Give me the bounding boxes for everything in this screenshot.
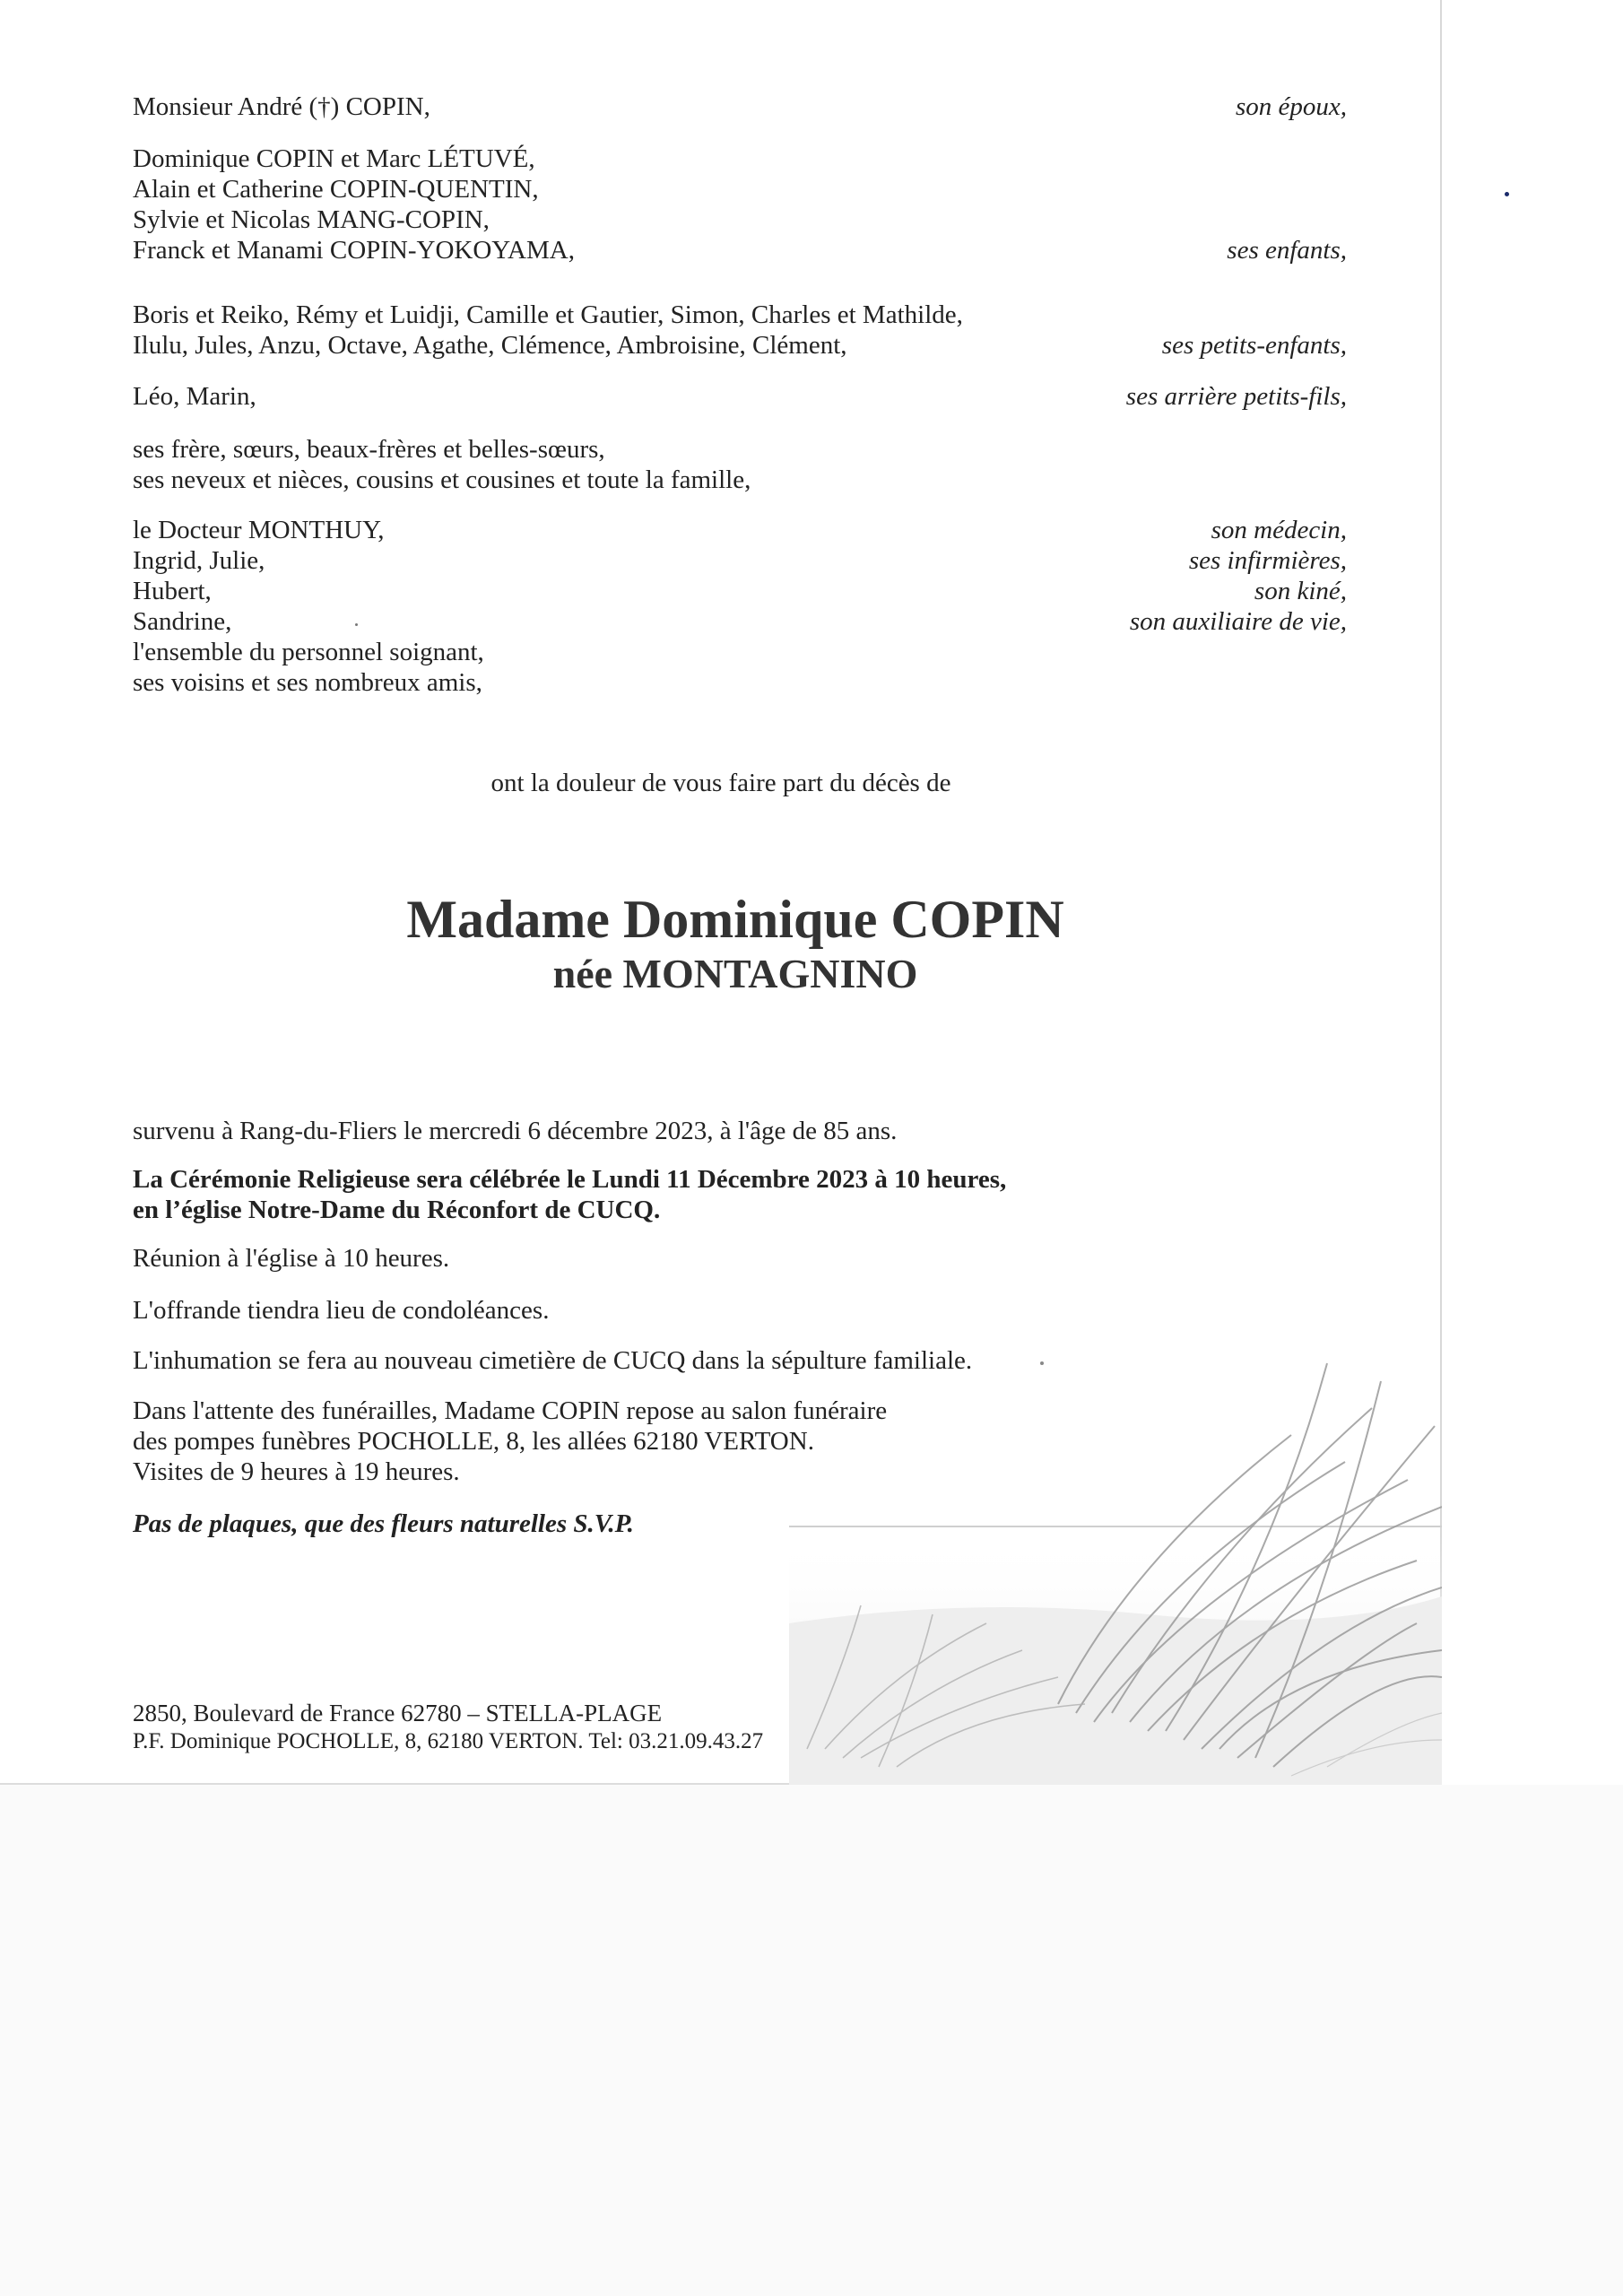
children-role: ses enfants,	[1227, 236, 1347, 265]
scan-speck	[355, 623, 358, 626]
visitation-line: des pompes funèbres POCHOLLE, 8, les allées 62180 VERTON.	[133, 1427, 814, 1456]
spouse-role: son époux,	[1235, 92, 1347, 121]
ceremony-line: en l’église Notre-Dame du Réconfort de CUCQ.	[133, 1196, 661, 1224]
child-line: Dominique COPIN et Marc LÉTUVÉ,	[133, 144, 535, 173]
great-grandchildren-names: Léo, Marin,	[133, 382, 256, 411]
visitation-line: Dans l'attente des funérailles, Madame COPIN repose au salon funéraire	[133, 1396, 888, 1425]
caregiver-name: Hubert,	[133, 577, 212, 605]
burial-details: L'inhumation se fera au nouveau cimetière de CUCQ dans la sépulture familiale.	[133, 1346, 973, 1375]
caregiver-role: son kiné,	[1254, 577, 1347, 605]
caregiver-role: son médecin,	[1211, 516, 1347, 544]
others-line: ses voisins et ses nombreux amis,	[133, 668, 482, 697]
death-details: survenu à Rang-du-Fliers le mercredi 6 décembre 2023, à l'âge de 85 ans.	[133, 1117, 898, 1145]
caregivers-list	[133, 515, 484, 698]
scan-background	[0, 1785, 1623, 2296]
caregiver-role: son auxiliaire de vie,	[1129, 607, 1347, 636]
deceased-name: Madame Dominique COPIN	[406, 890, 1064, 949]
child-line: Franck et Manami COPIN-YOKOYAMA,	[133, 236, 575, 265]
visitation-line: Visites de 9 heures à 19 heures.	[133, 1457, 460, 1486]
announcement-line: ont la douleur de vous faire part du décès de	[490, 769, 951, 797]
footer-address: 2850, Boulevard de France 62780 – STELLA-PLAGE	[133, 1700, 663, 1726]
grandchildren-role: ses petits-enfants,	[1161, 331, 1347, 360]
children-list	[133, 144, 575, 265]
relatives-line: ses neveux et nièces, cousins et cousines et toute la famille,	[133, 465, 751, 494]
deceased-maiden-name: née MONTAGNINO	[552, 951, 918, 996]
grandchildren-line: Boris et Reiko, Rémy et Luidji, Camille et Gautier, Simon, Charles et Mathilde,	[133, 300, 963, 329]
grandchildren-line: Ilulu, Jules, Anzu, Octave, Agathe, Clémence, Ambroisine, Clément,	[133, 331, 847, 360]
flowers-note: Pas de plaques, que des fleurs naturelles S.V.P.	[133, 1509, 634, 1538]
ceremony-details	[133, 1164, 1006, 1225]
caregiver-name: le Docteur MONTHUY,	[133, 516, 385, 544]
footer-funeral-home: P.F. Dominique POCHOLLE, 8, 62180 VERTON. Tel: 03.21.09.43.27	[133, 1729, 764, 1753]
dune-grass-illustration	[789, 1327, 1442, 1785]
meeting-details: Réunion à l'église à 10 heures.	[133, 1244, 450, 1273]
others-line: l'ensemble du personnel soignant,	[133, 638, 484, 666]
caregiver-name: Sandrine,	[133, 607, 232, 636]
scan-speck	[1505, 192, 1509, 196]
scan-speck	[1040, 1361, 1044, 1365]
caregiver-role: ses infirmières,	[1188, 546, 1347, 575]
child-line: Alain et Catherine COPIN-QUENTIN,	[133, 175, 539, 204]
grandchildren-list	[133, 300, 963, 361]
visitation-details	[133, 1396, 887, 1487]
great-grandchildren-role: ses arrière petits-fils,	[1125, 382, 1347, 411]
caregiver-roles	[1130, 515, 1347, 637]
child-line: Sylvie et Nicolas MANG-COPIN,	[133, 205, 490, 234]
relatives-line: ses frère, sœurs, beaux-frères et belles-sœurs,	[133, 435, 605, 464]
ceremony-line: La Cérémonie Religieuse sera célébrée le Lundi 11 Décembre 2023 à 10 heures,	[133, 1165, 1007, 1194]
caregiver-name: Ingrid, Julie,	[133, 546, 265, 575]
relatives-list	[133, 434, 751, 495]
offering-details: L'offrande tiendra lieu de condoléances.	[133, 1296, 550, 1325]
spouse-name: Monsieur André (†) COPIN,	[133, 92, 430, 121]
